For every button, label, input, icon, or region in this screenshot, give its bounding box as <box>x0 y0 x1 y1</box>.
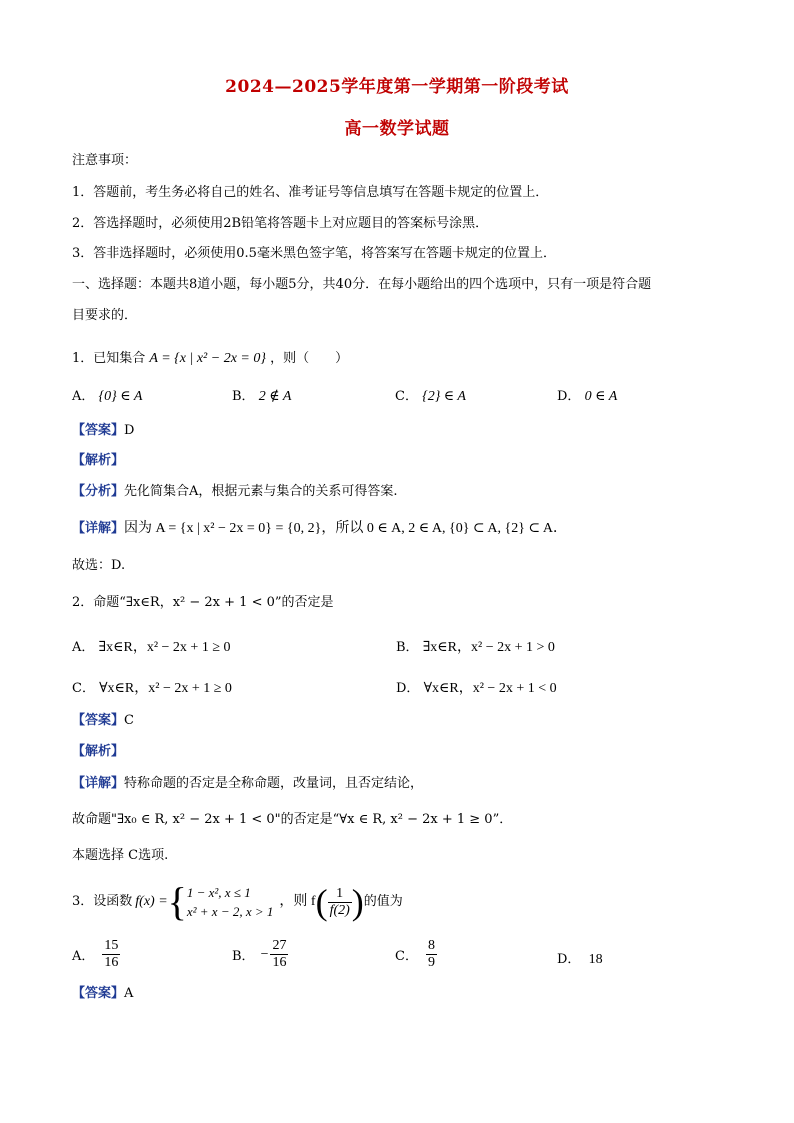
q2-choice: 本题选择 C选项. <box>72 848 169 863</box>
q3-option-a <box>72 938 120 971</box>
notice-item-1: 1．答题前，考生务必将自己的姓名、准考证号等信息填写在答题卡规定的位置上． <box>72 185 549 200</box>
q1-xiangjie <box>72 520 567 538</box>
q3-piecewise-brace: { <box>167 879 187 924</box>
q1-set-expression: A = {x | x² − 2x = 0} <box>149 351 266 366</box>
option-label: D． <box>557 389 581 404</box>
notice-item-2: 2．答选择题时，必须使用2B铅笔将答题卡上对应题目的答案标号涂黑． <box>72 216 489 231</box>
answer-tag: 【答案】 <box>72 986 125 1001</box>
q2-option-c <box>72 677 232 697</box>
analysis-tag: 【解析】 <box>72 453 125 468</box>
q1-suffix: ，则（ ） <box>270 351 349 366</box>
option-label: A． <box>72 389 95 404</box>
option-label: B． <box>232 949 255 964</box>
option-fraction <box>102 938 120 971</box>
exam-subtitle: 高一数学试题 <box>344 119 450 139</box>
answer-value: A <box>124 986 134 1001</box>
option-label: A． <box>72 640 95 655</box>
fraction-numerator: 15 <box>104 938 119 953</box>
answer-tag: 【答案】 <box>72 423 125 438</box>
q2-analysis-heading <box>72 743 124 761</box>
q1-option-d <box>557 385 617 405</box>
answer-value: D <box>124 423 135 438</box>
option-fraction <box>270 938 288 971</box>
q3-prefix: 3．设函数 <box>72 894 133 909</box>
q2-stem: 2．命题“∃x∈R，x² − 2x + 1 < 0”的否定是 <box>72 595 334 610</box>
fraction-numerator: 8 <box>427 938 435 953</box>
q1-analysis-heading <box>72 452 124 470</box>
notice-heading: 注意事项： <box>72 153 138 168</box>
q3-inner-denominator: f(2) <box>329 902 350 918</box>
answer-tag: 【答案】 <box>72 713 125 728</box>
q3-case-2: x² + x − 2, x > 1 <box>186 904 274 919</box>
q2-answer <box>72 712 134 730</box>
q3-option-b <box>232 938 288 971</box>
q1-option-b <box>232 385 291 405</box>
fraction-numerator: 27 <box>272 938 287 953</box>
q1-choice: 故选：D. <box>72 558 126 573</box>
fraction-denominator: 9 <box>427 955 435 970</box>
q3-inner-numerator: 1 <box>328 886 352 903</box>
xiangjie-tag: 【详解】 <box>72 776 125 791</box>
q3-option-d <box>557 948 603 968</box>
q3-answer <box>72 985 133 1003</box>
q3-function-lhs: f(x) = <box>135 894 168 909</box>
option-text: ∀x∈R，x² − 2x + 1 ≥ 0 <box>99 681 232 696</box>
option-label: D． <box>396 681 420 696</box>
q3-piecewise-cases <box>187 883 274 921</box>
q1-prefix: 1．已知集合 <box>72 351 146 366</box>
q3-inner-fraction <box>328 886 352 919</box>
q1-stem <box>72 350 348 368</box>
option-text: {2} ∈ A <box>422 389 466 404</box>
option-label: B． <box>396 640 419 655</box>
option-label: A． <box>72 949 95 964</box>
q3-right-paren: ) <box>351 882 364 922</box>
analysis-tag: 【解析】 <box>72 744 125 759</box>
fenxi-text: 先化简集合A，根据元素与集合的关系可得答案. <box>124 484 398 499</box>
option-text: 18 <box>588 952 603 967</box>
option-text: ∃x∈R，x² − 2x + 1 ≥ 0 <box>98 640 231 655</box>
option-text: ∀x∈R，x² − 2x + 1 < 0 <box>423 681 557 696</box>
q3-left-paren: ( <box>315 882 328 922</box>
option-text: {0} ∈ A <box>98 389 143 404</box>
fenxi-tag: 【分析】 <box>72 484 125 499</box>
q1-option-a <box>72 385 142 405</box>
section-heading-line2: 目要求的． <box>72 308 138 323</box>
option-label: B． <box>232 389 255 404</box>
q1-option-c <box>395 385 466 405</box>
q2-option-d <box>396 677 557 697</box>
q1-answer <box>72 422 134 440</box>
option-label: C． <box>395 949 418 964</box>
option-text: 0 ∈ A <box>584 389 618 404</box>
option-text: 2 ∉ A <box>258 389 292 404</box>
q1-fenxi <box>72 483 398 501</box>
xiangjie-text: 因为 A = {x | x² − 2x = 0} = {0, 2}，所以 0 ∈ A, 2 ∈ A, {0} ⊂ A, {2} ⊂ A． <box>124 521 568 536</box>
option-fraction <box>426 938 437 971</box>
q3-stem <box>72 880 403 924</box>
exam-title: 2024—2025学年度第一学期第一阶段考试 <box>225 77 569 97</box>
fraction-denominator: 16 <box>104 955 119 970</box>
q3-suffix: 的值为 <box>363 894 403 909</box>
q2-xiangjie <box>72 775 423 793</box>
option-sign: − <box>260 946 269 962</box>
option-label: D． <box>557 952 581 967</box>
q2-option-b <box>396 636 555 656</box>
q3-mid: ，则 f <box>279 894 316 909</box>
option-label: C． <box>72 681 95 696</box>
option-label: C． <box>395 389 418 404</box>
section-heading-line1: 一、选择题：本题共8道小题，每小题5分，共40分．在每小题给出的四个选项中，只有一项是符合题 <box>72 277 652 292</box>
xiangjie-text: 特称命题的否定是全称命题，改量词，且否定结论， <box>124 776 424 791</box>
option-text: ∃x∈R，x² − 2x + 1 > 0 <box>422 640 555 655</box>
q2-option-a <box>72 636 231 656</box>
xiangjie-tag: 【详解】 <box>72 521 125 536</box>
notice-item-3: 3．答非选择题时，必须使用0.5毫米黑色签字笔，将答案写在答题卡规定的位置上． <box>72 246 556 261</box>
q3-option-c <box>395 938 437 971</box>
q3-case-1: 1 − x², x ≤ 1 <box>186 885 251 900</box>
fraction-denominator: 16 <box>272 955 287 970</box>
q2-detail-line2: 故命题"∃x₀ ∈ R, x² − 2x + 1 < 0"的否定是“∀x ∈ R, x² − 2x + 1 ≥ 0”． <box>72 812 513 827</box>
answer-value: C <box>124 713 134 728</box>
